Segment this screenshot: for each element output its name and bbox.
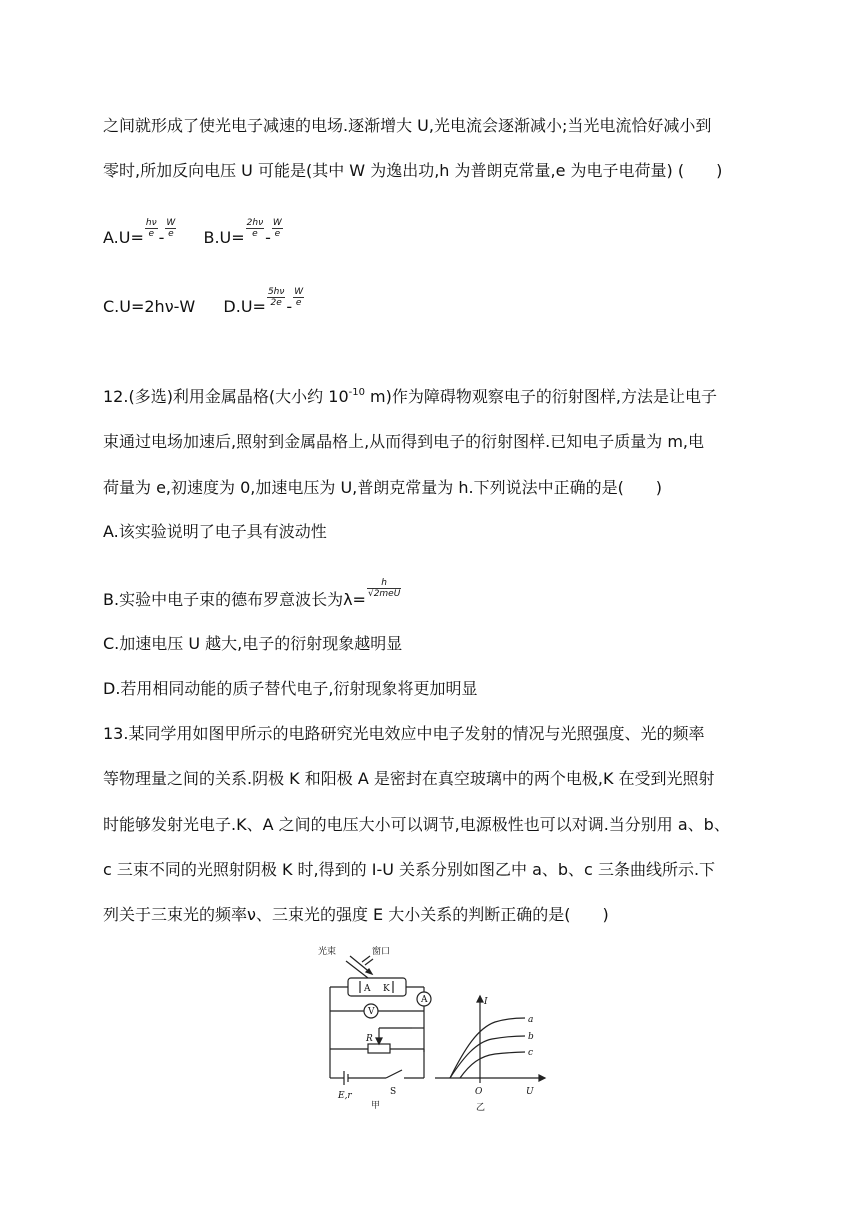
label-anode: A (364, 984, 371, 994)
window-mark (362, 956, 370, 962)
label-axis-u: U (526, 1087, 534, 1097)
q12-option-c: C.加速电压 U 越大,电子的衍射现象越明显 (103, 634, 403, 653)
photoelectric-figure (300, 938, 560, 1118)
q12-option-a: A.该实验说明了电子具有波动性 (103, 522, 327, 541)
q11-option-a: A.U= $\frac{h\nu}{e}$ - $\frac{W}{e}$ (103, 218, 176, 247)
q12-line-2: 束通过电场加速后,照射到金属晶格上,从而得到电子的衍射图样.已知电子质量为 m,电 (103, 432, 705, 451)
circuit-diagram (330, 956, 431, 1085)
q13-line-4: c 三束不同的光照射阴极 K 时,得到的 I-U 关系分别如图乙中 a、b、c 三条曲线所示.下 (103, 860, 716, 879)
label-origin: O (475, 1087, 483, 1097)
q12-line-1: 12.(多选)利用金属晶格(大小约 $10^{-10}$ m)作为障碍物观察电子的衍射图样,方法是让电子 (103, 387, 717, 406)
q11-option-d: D.U= $\frac{5h\nu}{2e}$ - $\frac{W}{e}$ (223, 287, 304, 316)
label-axis-i: I (484, 997, 488, 1007)
label-ammeter: A (421, 995, 428, 1005)
q11-line-1: 之间就形成了使光电子减速的电场.逐渐增大 U,光电流会逐渐减小;当光电流恰好减小到 (103, 116, 712, 135)
label-rheostat: R (366, 1034, 373, 1044)
q11-option-b: B.U= $\frac{2h\nu}{e}$ - $\frac{W}{e}$ (203, 218, 282, 247)
q12-option-b: B.实验中电子束的德布罗意波长为λ= $\frac{h}{\text{√2meU}}$ (103, 578, 401, 609)
q12-option-d: D.若用相同动能的质子替代电子,衍射现象将更加明显 (103, 679, 478, 698)
q13-line-5: 列关于三束光的频率ν、三束光的强度 E 大小关系的判断正确的是( ) (103, 905, 609, 924)
label-window: 窗口 (372, 947, 391, 957)
label-voltmeter: V (368, 1007, 375, 1017)
curve-a (450, 1018, 525, 1078)
label-emf: E,r (338, 1091, 352, 1101)
q13-line-3: 时能够发射光电子.K、A 之间的电压大小可以调节,电源极性也可以对调.当分别用 a、b、 (103, 815, 730, 834)
caption-jia: 甲 (371, 1101, 381, 1111)
q12-line-3: 荷量为 e,初速度为 0,加速电压为 U,普朗克常量为 h.下列说法中正确的是( ) (103, 478, 663, 497)
label-curve-c: c (528, 1048, 534, 1058)
q11-line-2: 零时,所加反向电压 U 可能是(其中 W 为逸出功,h 为普朗克常量,e 为电子电荷量) ( ) (103, 161, 723, 180)
label-curve-a: a (528, 1015, 534, 1025)
rheostat (368, 1044, 390, 1053)
label-switch: S (390, 1087, 397, 1097)
vacuum-tube (348, 978, 406, 996)
switch (386, 1070, 402, 1078)
curve-c (460, 1052, 525, 1078)
q11-options-ab (103, 218, 284, 249)
caption-yi: 乙 (476, 1103, 486, 1113)
q13-line-2: 等物理量之间的关系.阴极 K 和阳极 A 是密封在真空玻璃中的两个电极,K 在受到光照射 (103, 769, 715, 788)
label-curve-b: b (528, 1032, 534, 1042)
q11-options-cd (103, 287, 305, 318)
light-beam-line-2 (346, 961, 368, 978)
label-light-beam: 光束 (318, 947, 337, 957)
q13-line-1: 13.某同学用如图甲所示的电路研究光电效应中电子发射的情况与光照强度、光的频率 (103, 724, 705, 743)
label-cathode: K (383, 984, 390, 994)
q11-option-c: C.U=2hν-W (103, 297, 196, 316)
